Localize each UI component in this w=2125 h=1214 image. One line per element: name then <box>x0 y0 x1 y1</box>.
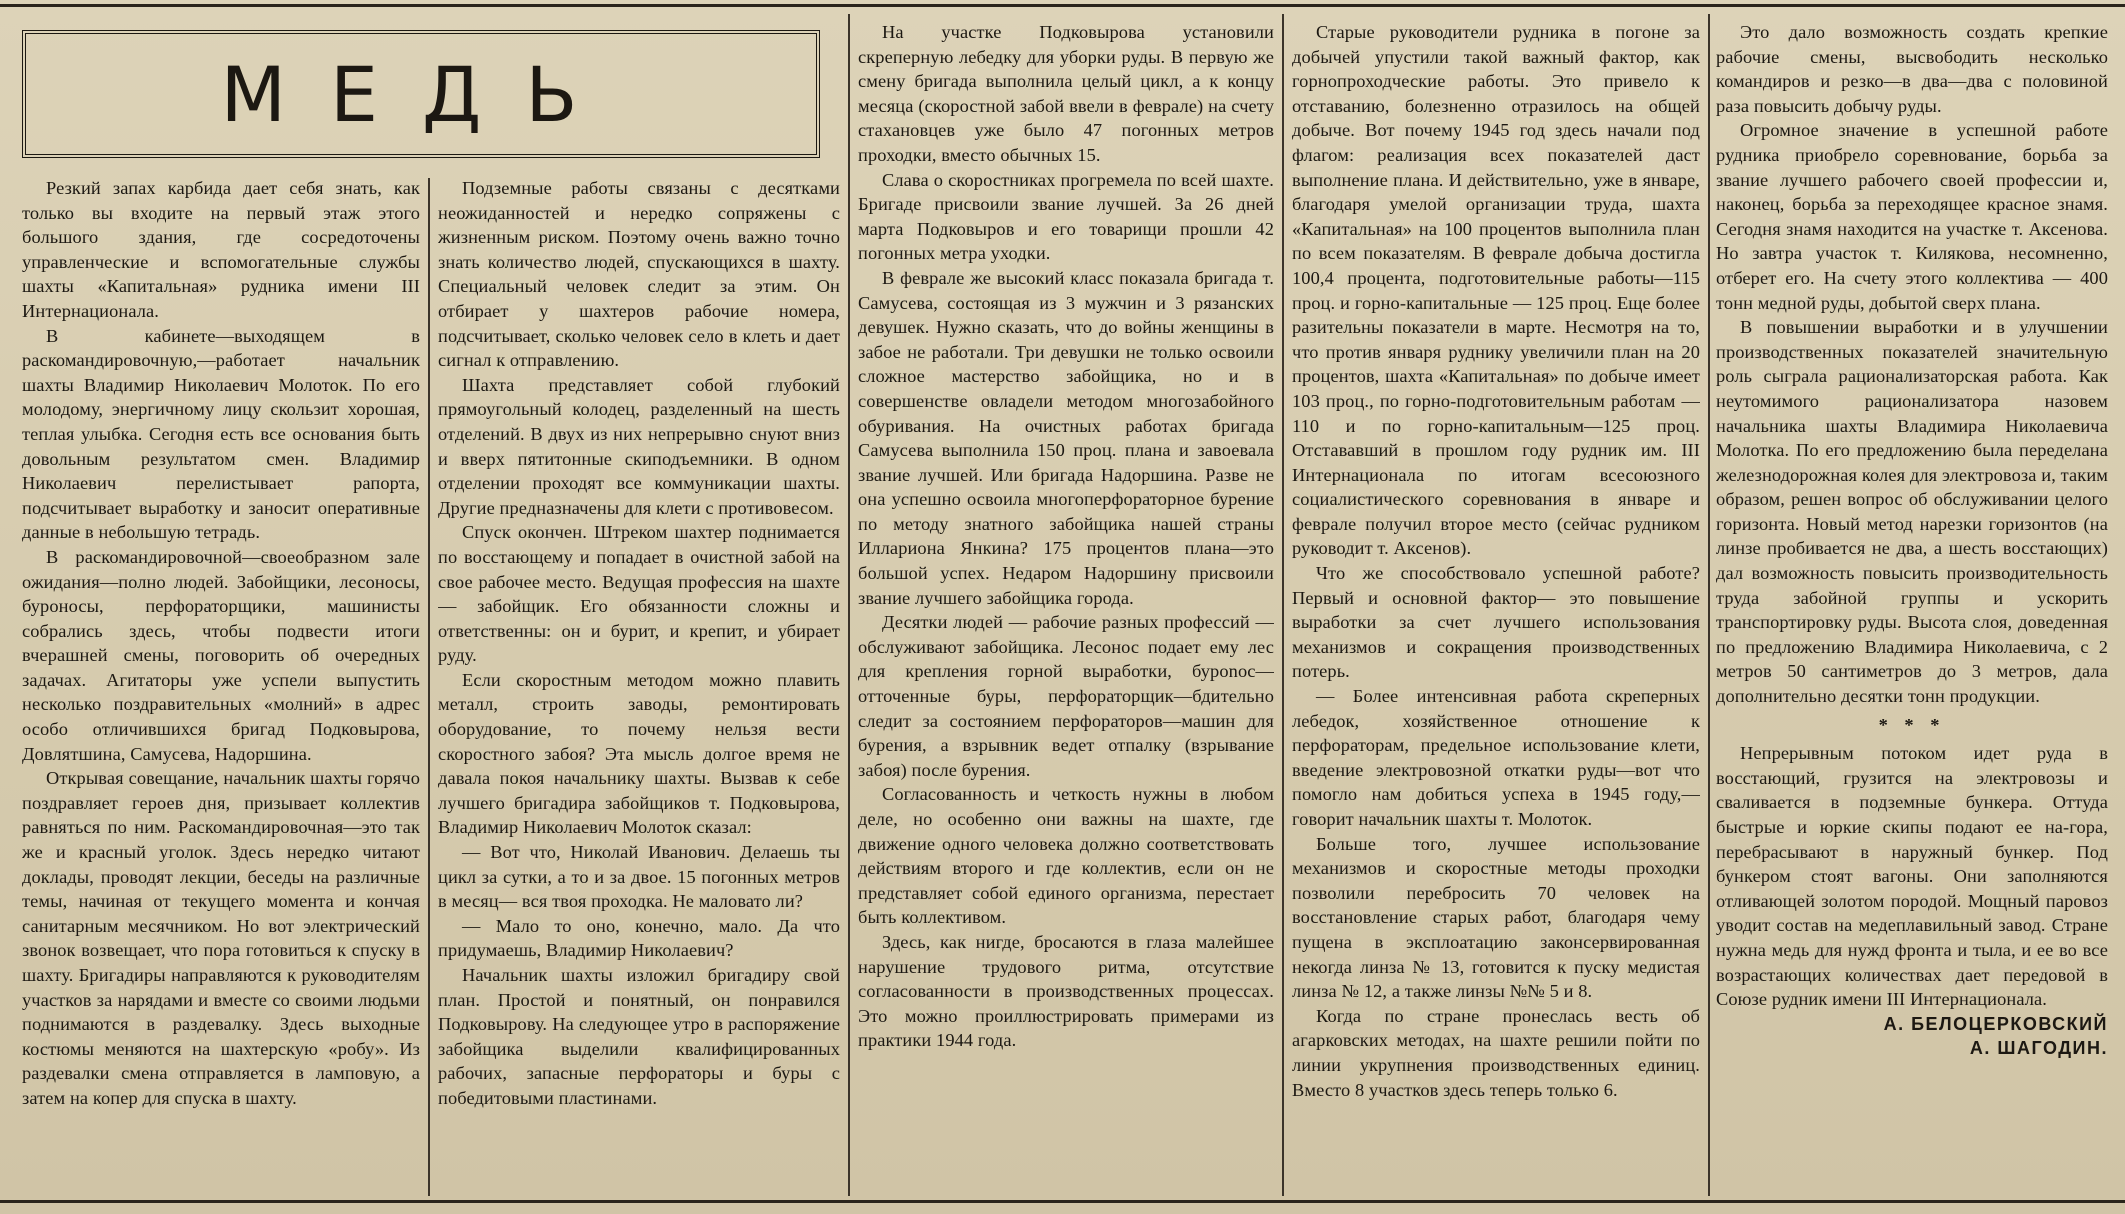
paragraph: Подземные работы связаны с десятками неожиданностей и нередко сопряжены с жизненным риском. Поэтому очень важно точно знать количество людей, спускающихся в шахту. Специальный человек следит за этим. Он отбирает у шахтеров рабочие номера, подсчитывает, сколько человек село в клеть и дает сигнал к отправлению. <box>438 178 840 371</box>
paragraph: Это дало возможность создать крепкие рабочие смены, высвободить несколько командиров и резко—в два—два с половиной раза повысить добычу руды. <box>1716 22 2108 116</box>
paragraph: Огромное значение в успешной работе рудника приобрело соревнование, борьба за звание лучшего рабочего своей профессии и, наконец, борьба за переходящее красное знамя. Сегодня знамя находится на участке т. Аксенова. Но завтра участок т. Килякова, несомненно, отберет его. На счету этого коллектива — 400 тонн медной руды, добытой сверх плана. <box>1716 120 2108 313</box>
paragraph: Десятки людей — рабочие разных профессий — обслуживают забойщика. Лесонос подает ему лес для крепления горной выработки, бурonoс—отточенные буры, перфораторщик—бдительно следит за состоянием перфораторов—машин для бурения, а взрывник ведет отпалку (взрывание забоя) после бурения. <box>858 612 1274 780</box>
paragraph: В раскомандировочной—своеобразном зале ожидания—полно людей. Забойщики, лесоносы, буроносы, перфораторщики, машинисты собрались здесь, чтобы подвести итоги вчерашней смены, поговорить об очередных задачах. Агитаторы уже успели выпустить несколько поздравительных «молний» в адрес особо отличившихся бригад Подковырова, Довлятшина, Самусева, Надоршина. <box>22 546 420 764</box>
paragraph: — Мало то оно, конечно, мало. Да что придумаешь, Владимир Николаевич? <box>438 915 840 961</box>
author-signature-1: А. БЕЛОЦЕРКОВСКИЙ <box>1883 1013 2108 1034</box>
paragraph: — Вот что, Николай Иванович. Делаешь ты цикл за сутки, а то и за двое. 15 погонных метров в месяц— вся твоя проходка. Не маловато ли? <box>438 842 840 912</box>
column-divider-4 <box>1708 14 1710 1196</box>
article-column-3 <box>858 20 1274 1196</box>
paragraph: Открывая совещание, начальник шахты горячо поздравляет героев дня, призывает коллектив равняться по ним. Раскомандировочная—это так же и красный уголок. Здесь нередко читают доклады, проводят лекции, беседы на различные темы, начиная от текущего момента и кончая санитарным месячником. Но вот электрический звонок возвещает, что пора готовиться к спуску в шахту. Бригадиры направляются к руководителям участков за нарядами и вместе со своими людьми поднимаются в раздевалку. Здесь выходные костюмы меняются на шахтерскую «робу». Из раздевалки смена отправляется в ламповую, а затем на копер для спуска в шахту. <box>22 768 420 1108</box>
headline-box <box>22 30 820 158</box>
paragraph: Шахта представляет собой глубокий прямоугольный колодец, разделенный на шесть отделений. В двух из них непрерывно снуют вниз и вверх пятитонные скиподъемники. В одном отделении проходят все коммуникации шахты. Другие предназначены для клети с противовесом. <box>438 374 840 518</box>
bottom-border-rule <box>0 1200 2125 1203</box>
paragraph: На участке Подковырова установили скреперную лебедку для уборки руды. В первую же смену бригада выполнила целый цикл, а к концу месяца (скоростной забой ввели в феврале) на счету стахановцев уже было 47 погонных метров проходки, вместо обычных 15. <box>858 22 1274 165</box>
paragraph: Когда по стране пронеслась весть об агарковских методах, на шахте решили пойти по линии укрупнения производственных единиц. Вместо 8 участков здесь теперь только 6. <box>1292 1005 1700 1100</box>
paragraph: Согласованность и четкость нужны в любом деле, но особенно они важны на шахте, где движение одного человека должно соответствовать действиям второго и где коллектив, если он не представляет собой единого организма, перестает быть коллективом. <box>858 784 1274 928</box>
column-divider-3 <box>1282 14 1284 1196</box>
paragraph: Начальник шахты изложил бригадиру свой план. Простой и понятный, он понравился Подковырову. На следующее утро в распоряжение забойщика выделили квалифицированных рабочих, запасные перфораторы и буры с победитовыми пластинами. <box>438 965 840 1108</box>
section-separator: * * * <box>1878 714 1946 735</box>
paragraph: Больше того, лучшее использование механизмов и скоростные методы проходки позволили перебросить 70 человек на восстановление старых работ, благодаря чему пущена в эксплоатацию законсервированная некогда линза № 13, готовится к пуску медистая линза № 12, а также линзы №№ 5 и 8. <box>1292 833 1700 1002</box>
column-divider-1 <box>428 178 430 1196</box>
headline: МЕДЬ <box>220 49 622 139</box>
article-column-4 <box>1292 20 1700 1196</box>
paragraph: Если скоростным методом можно плавить металл, строить заводы, ремонтировать оборудование, то почему нельзя вести скоростного забоя? Эта мысль долгое время не давала покоя начальнику шахты. Вызвав к себе лучшего бригадира забойщиков т. Подковырова, Владимир Николаевич Молоток сказал: <box>438 669 840 838</box>
article-column-5 <box>1716 20 2108 1196</box>
paragraph: Резкий запах карбида дает себя знать, как только вы входите на первый этаж этого большого здания, где сосредоточены управленческие и вспомогательные службы шахты «Капитальная» рудника имени III Интернационала. <box>22 178 420 321</box>
article-column-1 <box>22 176 420 1196</box>
paragraph: Здесь, как нигде, бросаются в глаза малейшее нарушение трудового ритма, отсутствие согласованности в производственных процессах. Это можно проиллюстрировать примерами из практики 1944 года. <box>858 931 1274 1051</box>
paragraph: Слава о скоростниках прогремела по всей шахте. Бригаде присвоили звание лучшей. За 26 дней марта Подковыров и его товарищи прошли 42 погонных метра уходки. <box>858 169 1274 264</box>
paragraph: — Более интенсивная работа скреперных лебедок, хозяйственное отношение к перфораторам, предельное использование клети, введение электровозной откатки руды—вот что помогло нам добиться успеха в 1945 году,—говорит начальник шахты т. Молоток. <box>1292 686 1700 829</box>
paragraph: Спуск окончен. Штреком шахтер поднимается по восстающему и попадает в очистной забой на свое рабочее место. Ведущая профессия на шахте — забойщик. Его обязанности сложны и ответственны: он и бурит, и крепит, и убирает руду. <box>438 522 840 666</box>
paragraph: Старые руководители рудника в погоне за добычей упустили такой важный фактор, как горнопроходческие работы. Это привело к отставанию, болезненно отразилось на общей добыче. Вот почему 1945 год здесь начали под флагом: реализация всех показателей даст выполнение плана. И действительно, уже в январе, благодаря умелой организации труда, шахта «Капитальная» на 100 процентов выполнила план по всем показателям. В феврале добыча достигла 100,4 процента, подготовительные работы—115 проц. и горно-капитальные — 125 проц. Еще более разительны показатели в марте. Несмотря на то, что против января руднику увеличили план на 20 процентов, шахта «Капитальная» по добыче имеет 103 проц., по горно-подготовительным работам — 110 и по горно-капитальным—125 проц. Отстававший в прошлом году рудник им. III Интернационала по итогам всесоюзного социалистического соревнования в январе и феврале получил второе место (сейчас рудником руководит т. Аксенов). <box>1292 22 1700 559</box>
author-signature-2: А. ШАГОДИН. <box>1969 1038 2108 1059</box>
paragraph: В повышении выработки и в улучшении производственных показателей значительную роль сыграла рационализаторская работа. Как неутомимого рационализатора назовем начальника шахты Владимира Николаевича Молотка. По его предложению была переделана железнодорожная колея для электровоза и, таким образом, решен вопрос об обслуживании целого горизонта. Новый метод нарезки горизонтов (на линзе пробивается не два, а шесть восстающих) дал возможность повысить производительность труда забойной группы и ускорить транспортировку руды. Высота слоя, доведенная по предложению Владимира Николаевича, с 2 метров 50 сантиметров до 3 метров, дала дополнительно десятки тонн продукции. <box>1716 317 2108 707</box>
article-column-2 <box>438 176 840 1196</box>
paragraph: В кабинете—выходящем в раскомандировочную,—работает начальник шахты Владимир Николаевич Молоток. По его молодому, энергичному лицу скользит хорошая, теплая улыбка. Сегодня есть все основания быть довольным результатом смен. Владимир Николаевич перелистывает рапорта, подсчитывает выработку и заносит оперативные данные в небольшую тетрадь. <box>22 325 420 543</box>
top-border-rule <box>0 4 2125 7</box>
column-divider-2 <box>848 14 850 1196</box>
paragraph: Непрерывным потоком идет руда в восстающий, грузится на электровозы и сваливается в подземные бункера. Оттуда быстрые и юркие скипы подают ее на-гора, перебрасывают в наружный бункер. Под бункером стоят вагоны. Они заполняются отливающей золотом породой. Мощный паровоз уводит состав на медеплавильный завод. Стране нужна медь для нужд фронта и тыла, и ее во все возрастающих количествах дает передовой в Союзе рудник имени III Интернационала. <box>1716 743 2108 1010</box>
paragraph: Что же способствовало успешной работе? Первый и основной фактор— это повышение выработки за счет лучшего использования механизмов и сокращения производственных потерь. <box>1292 563 1700 682</box>
paragraph: В феврале же высокий класс показала бригада т. Самусева, состоящая из 3 мужчин и 3 рязанских девушек. Нужно сказать, что до войны женщины в забое не работали. Три девушки не только освоили сложное мастерство забойщика, но и в совершенстве овладели методом многозабойного обуривания. На очистных работах бригада Самусева выполнила 150 проц. плана и завоевала звание лучшей. Или бригада Надоршина. Разве не она успешно освоила многоперфораторное бурение по методу знатного забойщика нашей страны Иллариона Янкина? 175 процентов плана—это большой успех. Недаром Надоршину присвоили звание лучшего забойщика города. <box>858 267 1274 608</box>
